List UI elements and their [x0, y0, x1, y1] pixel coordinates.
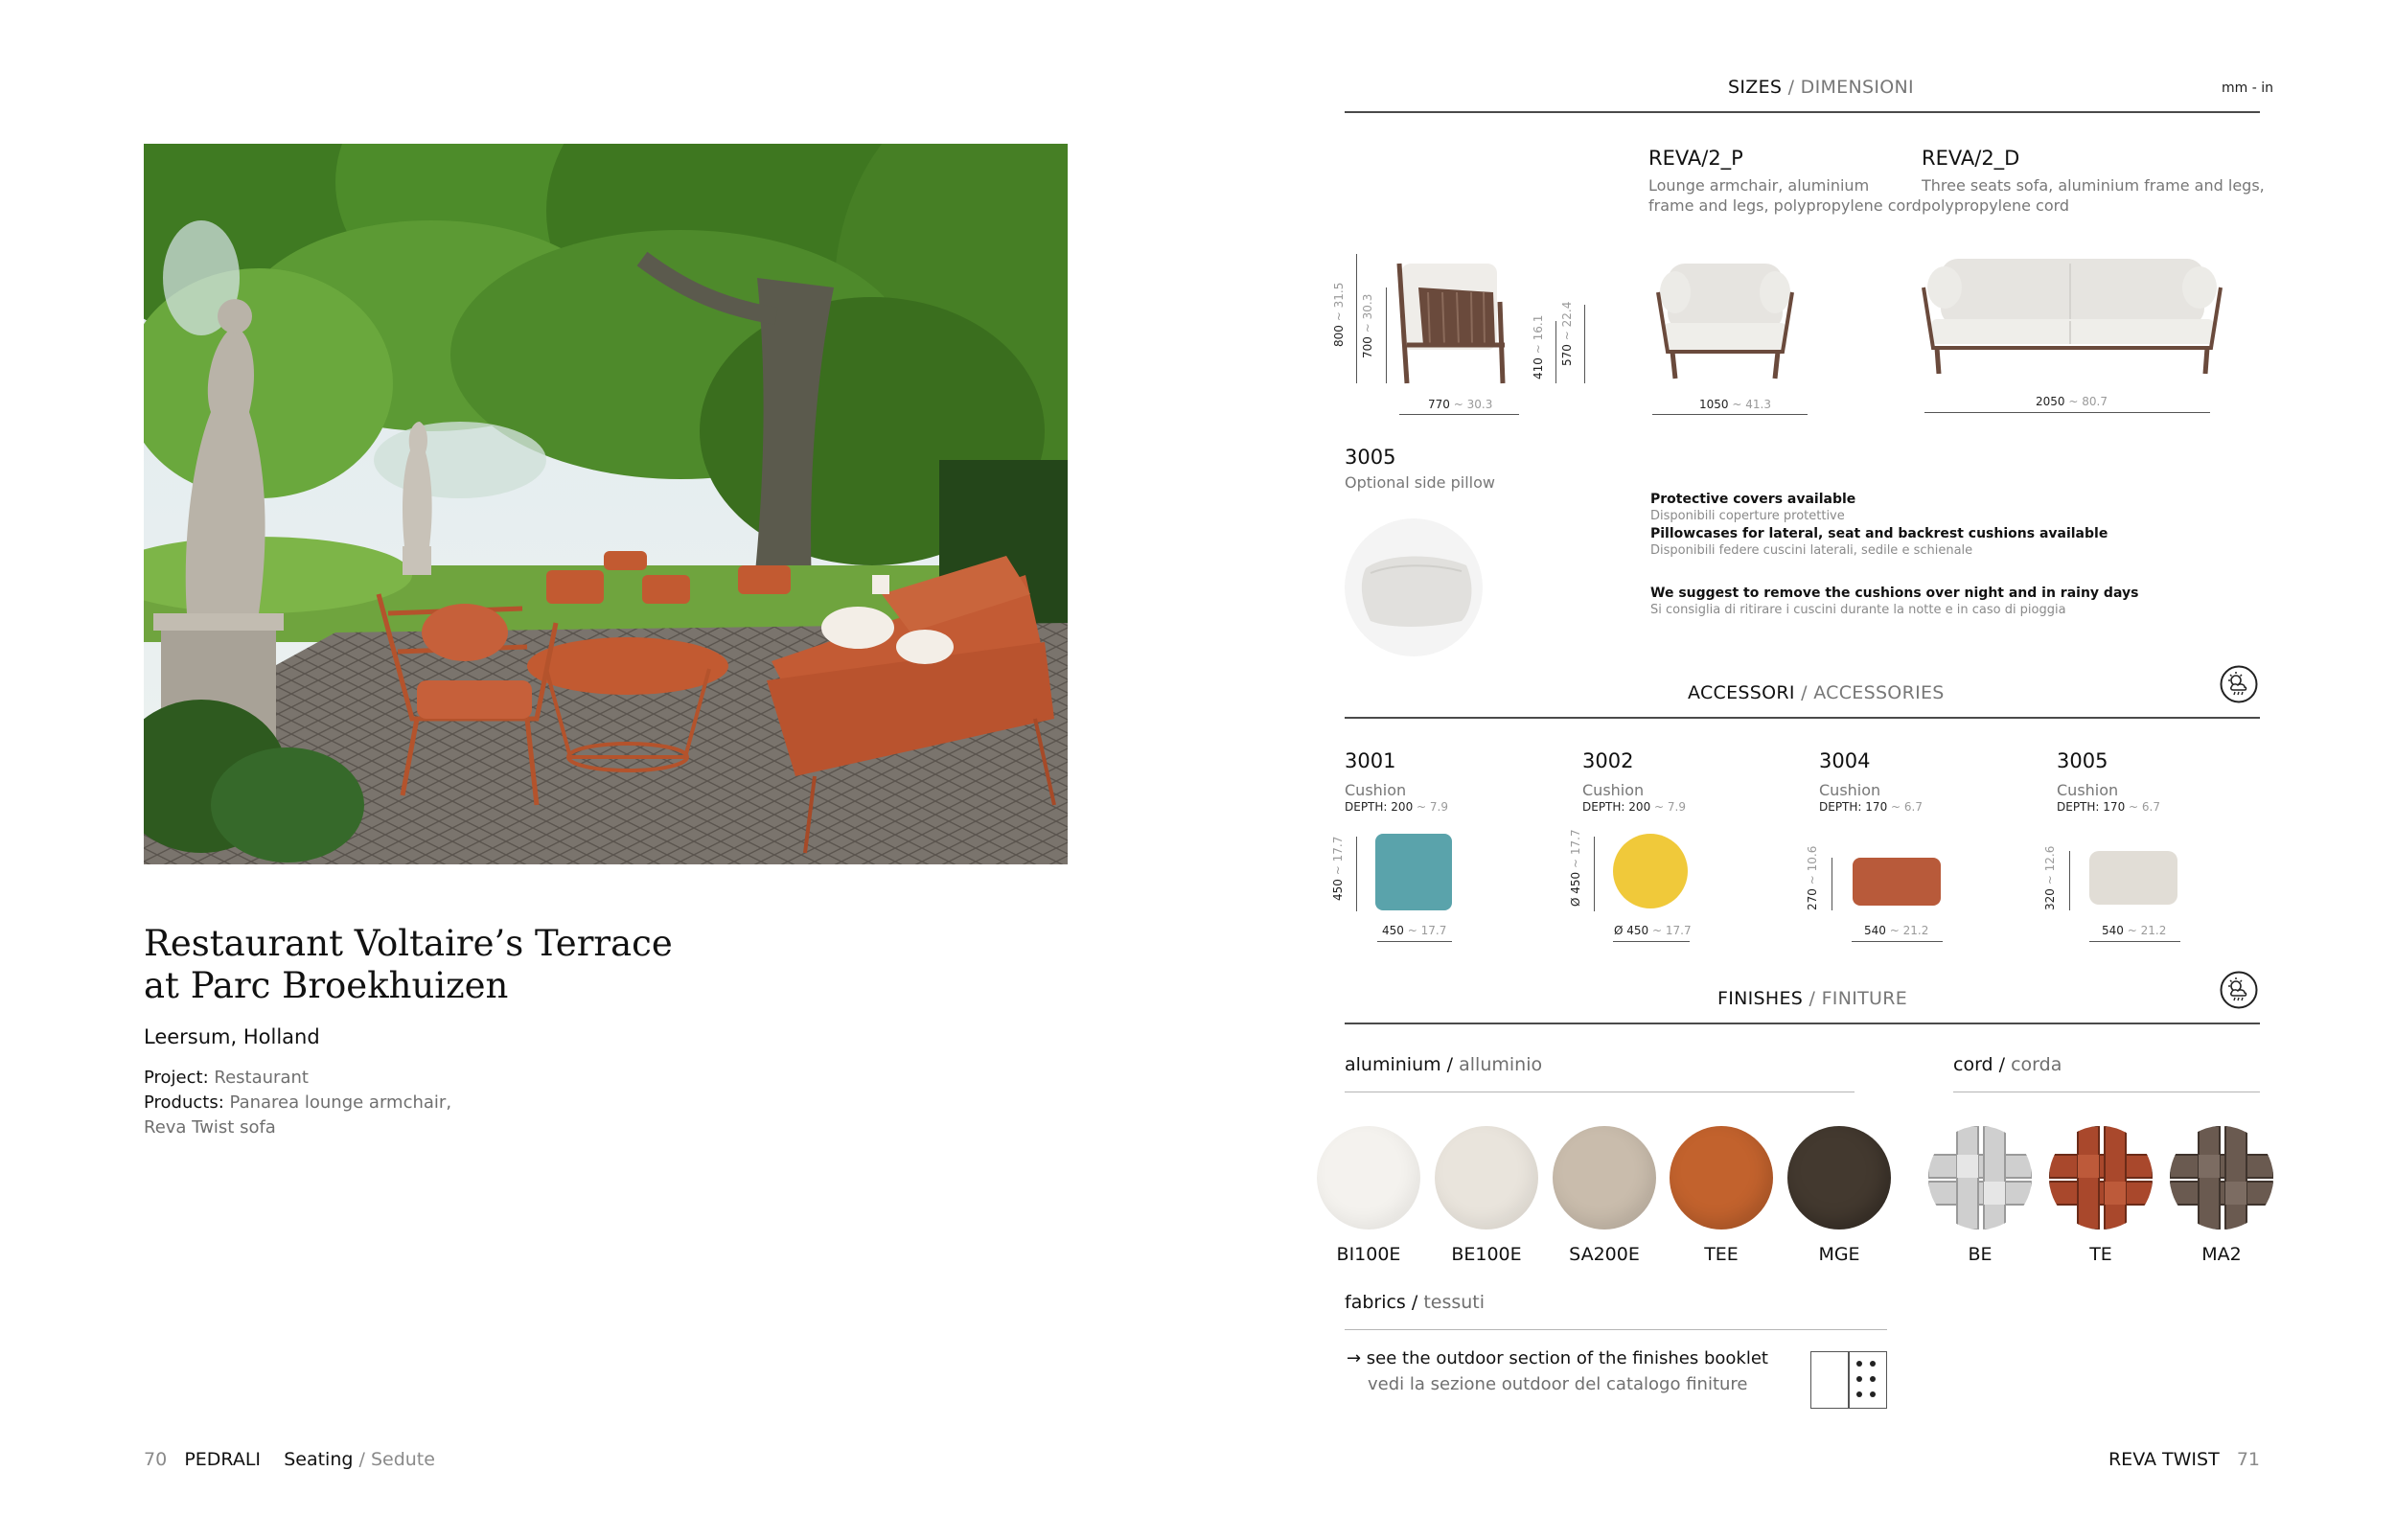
aluminium-label: aluminium — [1345, 1054, 1441, 1075]
armchair-front-view — [1639, 244, 1811, 388]
dim-line-3005-h — [2069, 851, 2070, 910]
dim-line-armchair-width — [1652, 414, 1808, 415]
project-label: Project: — [144, 1068, 209, 1088]
dim-h2-in: 30.3 — [1361, 293, 1374, 320]
note-1-bold: Protective covers available — [1650, 492, 1856, 507]
dim-line-h1 — [1356, 254, 1357, 383]
dim-side-width-in: 30.3 — [1466, 398, 1493, 411]
page-number-right: 71 — [2236, 1449, 2260, 1470]
accessories-title-light: ACCESSORIES — [1813, 682, 1945, 703]
dim-line-3004-w — [1852, 941, 1943, 942]
dim-in: 17.7 — [1665, 924, 1692, 937]
dim-mm: 270 — [1806, 888, 1819, 910]
note-3-bold: We suggest to remove the cushions over night and in rainy days — [1650, 586, 2139, 601]
cushion-3002-image — [1613, 834, 1688, 908]
footer-right — [2061, 1449, 2260, 1470]
products-label: Products: — [144, 1092, 224, 1113]
section-name-light: Sedute — [370, 1449, 435, 1470]
dim-h4-in: 22.4 — [1560, 301, 1574, 328]
swatch-label-bi100e: BI100E — [1336, 1244, 1401, 1265]
armchair-desc — [1648, 175, 1922, 216]
accessories-divider — [1345, 717, 2260, 719]
project-location: Leersum, Holland — [144, 1025, 320, 1048]
accessory-depth: DEPTH: 170 ~ 6.7 — [1819, 800, 1923, 814]
section-name: Seating — [284, 1449, 354, 1470]
project-title-line2: at Parc Broekhuizen — [144, 965, 509, 1006]
depth-label: DEPTH: — [1819, 800, 1862, 814]
project-title — [144, 923, 673, 1007]
cord-swatch-ma2 — [2170, 1126, 2273, 1230]
cord-label-light: corda — [2011, 1054, 2062, 1075]
dim-mm: Ø 450 — [1614, 924, 1649, 937]
dim-h2-mm: 700 — [1361, 336, 1374, 358]
depth-mm: 200 — [1391, 800, 1414, 814]
cord-label-te: TE — [2089, 1244, 2112, 1265]
dim-sofa-width: 2050 ~ 80.7 — [2036, 395, 2108, 408]
pillow-desc: Optional side pillow — [1345, 473, 1495, 492]
swatch-be100e — [1435, 1126, 1538, 1230]
dim-mm: 540 — [1864, 924, 1886, 937]
depth-label: DEPTH: — [1582, 800, 1625, 814]
section-sep: / — [358, 1449, 365, 1470]
dim-sofa-width-mm: 2050 — [2036, 395, 2065, 408]
accessory-3004 — [1819, 749, 2039, 814]
accessory-code: 3004 — [1819, 749, 1871, 772]
finishes-booklet-note — [1347, 1345, 1768, 1397]
sofa-desc — [1922, 175, 2265, 216]
dim-in: 17.7 — [1420, 924, 1447, 937]
accessory-name: Cushion — [1819, 781, 1881, 799]
sofa-front-view — [1912, 244, 2233, 388]
units-text: mm - in — [2222, 80, 2273, 96]
depth-in: 6.7 — [1903, 800, 1923, 814]
note-3-light: Si consiglia di ritirare i cuscini durante la notte e in caso di pioggia — [1650, 603, 2066, 617]
swatch-label-be100e: BE100E — [1451, 1244, 1522, 1265]
note-2-bold: Pillowcases for lateral, seat and backrest cushions available — [1650, 526, 2108, 541]
project-value: Restaurant — [214, 1068, 309, 1088]
swatch-sa200e — [1553, 1126, 1656, 1230]
dim-sofa-width-in: 80.7 — [2082, 395, 2108, 408]
dim-in: 17.7 — [1331, 836, 1345, 862]
booklet-line-1: → see the outdoor section of the finishes booklet — [1347, 1348, 1768, 1368]
dim-armchair-width: 1050 ~ 41.3 — [1699, 398, 1771, 411]
accessories-heading — [1688, 682, 1945, 703]
swatch-bi100e — [1317, 1126, 1420, 1230]
accessory-3001 — [1345, 749, 1565, 814]
project-title-line1: Restaurant Voltaire’s Terrace — [144, 923, 673, 964]
cord-heading: cord / corda — [1953, 1054, 2062, 1075]
cord-label-be: BE — [1968, 1244, 1993, 1265]
booklet-icon — [1810, 1351, 1887, 1409]
aluminium-label-light: alluminio — [1459, 1054, 1543, 1075]
accessory-code: 3001 — [1345, 749, 1396, 772]
fabrics-heading: fabrics / tessuti — [1345, 1292, 1486, 1313]
accessory-3002 — [1582, 749, 1803, 814]
dim-in: 17.7 — [1569, 829, 1582, 856]
depth-in: 7.9 — [1667, 800, 1686, 814]
armchair-side-view — [1390, 244, 1533, 393]
notes-block — [1650, 491, 2138, 619]
depth-label: DEPTH: — [1345, 800, 1388, 814]
footer-left — [144, 1449, 435, 1470]
dim-3004-w: 540 ~ 21.2 — [1864, 924, 1929, 937]
product-name: REVA TWIST — [2108, 1449, 2220, 1470]
dim-armchair-width-in: 41.3 — [1745, 398, 1771, 411]
sofa-desc-2: polypropylene cord — [1922, 196, 2070, 215]
dim-mm: 540 — [2102, 924, 2124, 937]
dim-line-3001-h — [1356, 837, 1357, 911]
dim-mm: Ø 450 — [1569, 871, 1582, 907]
sizes-title-sep: / — [1787, 77, 1795, 98]
accessories-title-sep: / — [1801, 682, 1808, 703]
dim-mm: 320 — [2043, 888, 2057, 910]
swatch-mge — [1787, 1126, 1891, 1230]
sizes-heading — [1728, 77, 1914, 98]
dim-3005-w: 540 ~ 21.2 — [2102, 924, 2167, 937]
dim-h1-in: 31.5 — [1332, 282, 1346, 309]
finishes-divider — [1345, 1023, 2260, 1024]
dim-h1: 800 ~ 31.5 — [1332, 282, 1346, 347]
accessory-depth: DEPTH: 200 ~ 7.9 — [1582, 800, 1686, 814]
dim-line-side-width — [1399, 414, 1519, 415]
products-value-1: Panarea lounge armchair, — [229, 1092, 452, 1113]
dim-3002-h: Ø 450 ~ 17.7 — [1569, 829, 1582, 907]
armchair-desc-2: frame and legs, polypropylene cord — [1648, 196, 1922, 215]
finishes-title-sep: / — [1809, 988, 1816, 1009]
accessory-name: Cushion — [1582, 781, 1645, 799]
accessories-title: ACCESSORI — [1688, 682, 1795, 703]
cushion-3001-image — [1375, 834, 1452, 910]
swatch-label-sa200e: SA200E — [1569, 1244, 1640, 1265]
dim-h3-mm: 410 — [1532, 357, 1545, 379]
accessory-depth: DEPTH: 170 ~ 6.7 — [2057, 800, 2160, 814]
aluminium-heading: aluminium / alluminio — [1345, 1054, 1543, 1075]
fabrics-label-light: tessuti — [1423, 1292, 1486, 1313]
dim-3001-w: 450 ~ 17.7 — [1382, 924, 1447, 937]
dim-armchair-width-mm: 1050 — [1699, 398, 1729, 411]
outdoor-weather-icon — [2220, 971, 2258, 1009]
dim-h4-mm: 570 — [1560, 344, 1574, 366]
outdoor-weather-icon — [2220, 665, 2258, 703]
terrace-photo — [144, 144, 1068, 864]
dim-h1-mm: 800 — [1332, 325, 1346, 347]
dim-line-h2 — [1386, 287, 1387, 383]
armchair-desc-1: Lounge armchair, aluminium — [1648, 176, 1870, 195]
swatch-label-tee: TEE — [1704, 1244, 1739, 1265]
fabrics-label: fabrics — [1345, 1292, 1406, 1313]
depth-mm: 200 — [1628, 800, 1651, 814]
booklet-line-2: vedi la sezione outdoor del catalogo finiture — [1368, 1374, 1748, 1394]
sofa-desc-1: Three seats sofa, aluminium frame and legs, — [1922, 176, 2265, 195]
page-number-left: 70 — [144, 1449, 168, 1470]
dim-line-3002-w — [1613, 941, 1690, 942]
cord-swatch-te — [2049, 1126, 2153, 1230]
dim-h3: 410 ~ 16.1 — [1532, 314, 1545, 379]
dim-line-3005-w — [2089, 941, 2180, 942]
pillow-code: 3005 — [1345, 446, 1396, 469]
products-value-2: Reva Twist sofa — [144, 1117, 276, 1138]
cushion-3005-image — [2089, 851, 2177, 905]
accessory-name: Cushion — [1345, 781, 1407, 799]
dim-line-3002-h — [1594, 837, 1595, 911]
sofa-code: REVA/2_D — [1922, 147, 2020, 170]
dim-3001-h: 450 ~ 17.7 — [1331, 836, 1345, 901]
sizes-divider — [1345, 111, 2260, 113]
dim-in: 10.6 — [1806, 845, 1819, 872]
depth-in: 7.9 — [1429, 800, 1448, 814]
dim-3002-w: Ø 450 ~ 17.7 — [1614, 924, 1692, 937]
dim-in: 21.2 — [1902, 924, 1929, 937]
finishes-heading — [1717, 988, 1907, 1009]
dim-3005-h: 320 ~ 12.6 — [2043, 845, 2057, 910]
dim-h2: 700 ~ 30.3 — [1361, 293, 1374, 358]
armchair-code: REVA/2_P — [1648, 147, 1743, 170]
accessory-3005 — [2057, 749, 2260, 814]
project-details — [144, 1066, 451, 1140]
dim-h4: 570 ~ 22.4 — [1560, 301, 1574, 366]
dim-in: 12.6 — [2043, 845, 2057, 872]
dim-mm: 450 — [1382, 924, 1404, 937]
brand-name: PEDRALI — [184, 1449, 262, 1470]
cord-label-ma2: MA2 — [2201, 1244, 2242, 1265]
cord-swatch-be — [1928, 1126, 2032, 1230]
finishes-title-light: FINITURE — [1821, 988, 1908, 1009]
depth-in: 6.7 — [2141, 800, 2160, 814]
accessory-depth: DEPTH: 200 ~ 7.9 — [1345, 800, 1448, 814]
accessory-name: Cushion — [2057, 781, 2119, 799]
fabrics-divider — [1345, 1329, 1887, 1330]
accessory-code: 3002 — [1582, 749, 1634, 772]
finishes-title: FINISHES — [1717, 988, 1804, 1009]
depth-mm: 170 — [2103, 800, 2126, 814]
dim-mm: 450 — [1331, 879, 1345, 901]
dim-line-h4 — [1584, 305, 1585, 383]
depth-mm: 170 — [1865, 800, 1888, 814]
note-2-light: Disponibili federe cuscini laterali, sedile e schienale — [1650, 543, 1973, 558]
dim-in: 21.2 — [2140, 924, 2167, 937]
swatch-tee — [1670, 1126, 1773, 1230]
dim-line-sofa-width — [1924, 412, 2210, 413]
sizes-title-light: DIMENSIONI — [1800, 77, 1914, 98]
dim-line-h3 — [1555, 321, 1556, 383]
depth-label: DEPTH: — [2057, 800, 2100, 814]
side-pillow-image — [1342, 516, 1486, 659]
cord-label: cord — [1953, 1054, 1993, 1075]
dim-line-3001-w — [1377, 941, 1452, 942]
dim-3004-h: 270 ~ 10.6 — [1806, 845, 1819, 910]
accessory-code: 3005 — [2057, 749, 2108, 772]
dim-side-width-mm: 770 — [1428, 398, 1450, 411]
dim-h3-in: 16.1 — [1532, 314, 1545, 341]
note-1-light: Disponibili coperture protettive — [1650, 509, 1845, 523]
sizes-title: SIZES — [1728, 77, 1783, 98]
swatch-label-mge: MGE — [1818, 1244, 1860, 1265]
units-label — [2195, 80, 2273, 96]
cushion-3004-image — [1853, 858, 1941, 906]
dim-side-width: 770 ~ 30.3 — [1428, 398, 1493, 411]
